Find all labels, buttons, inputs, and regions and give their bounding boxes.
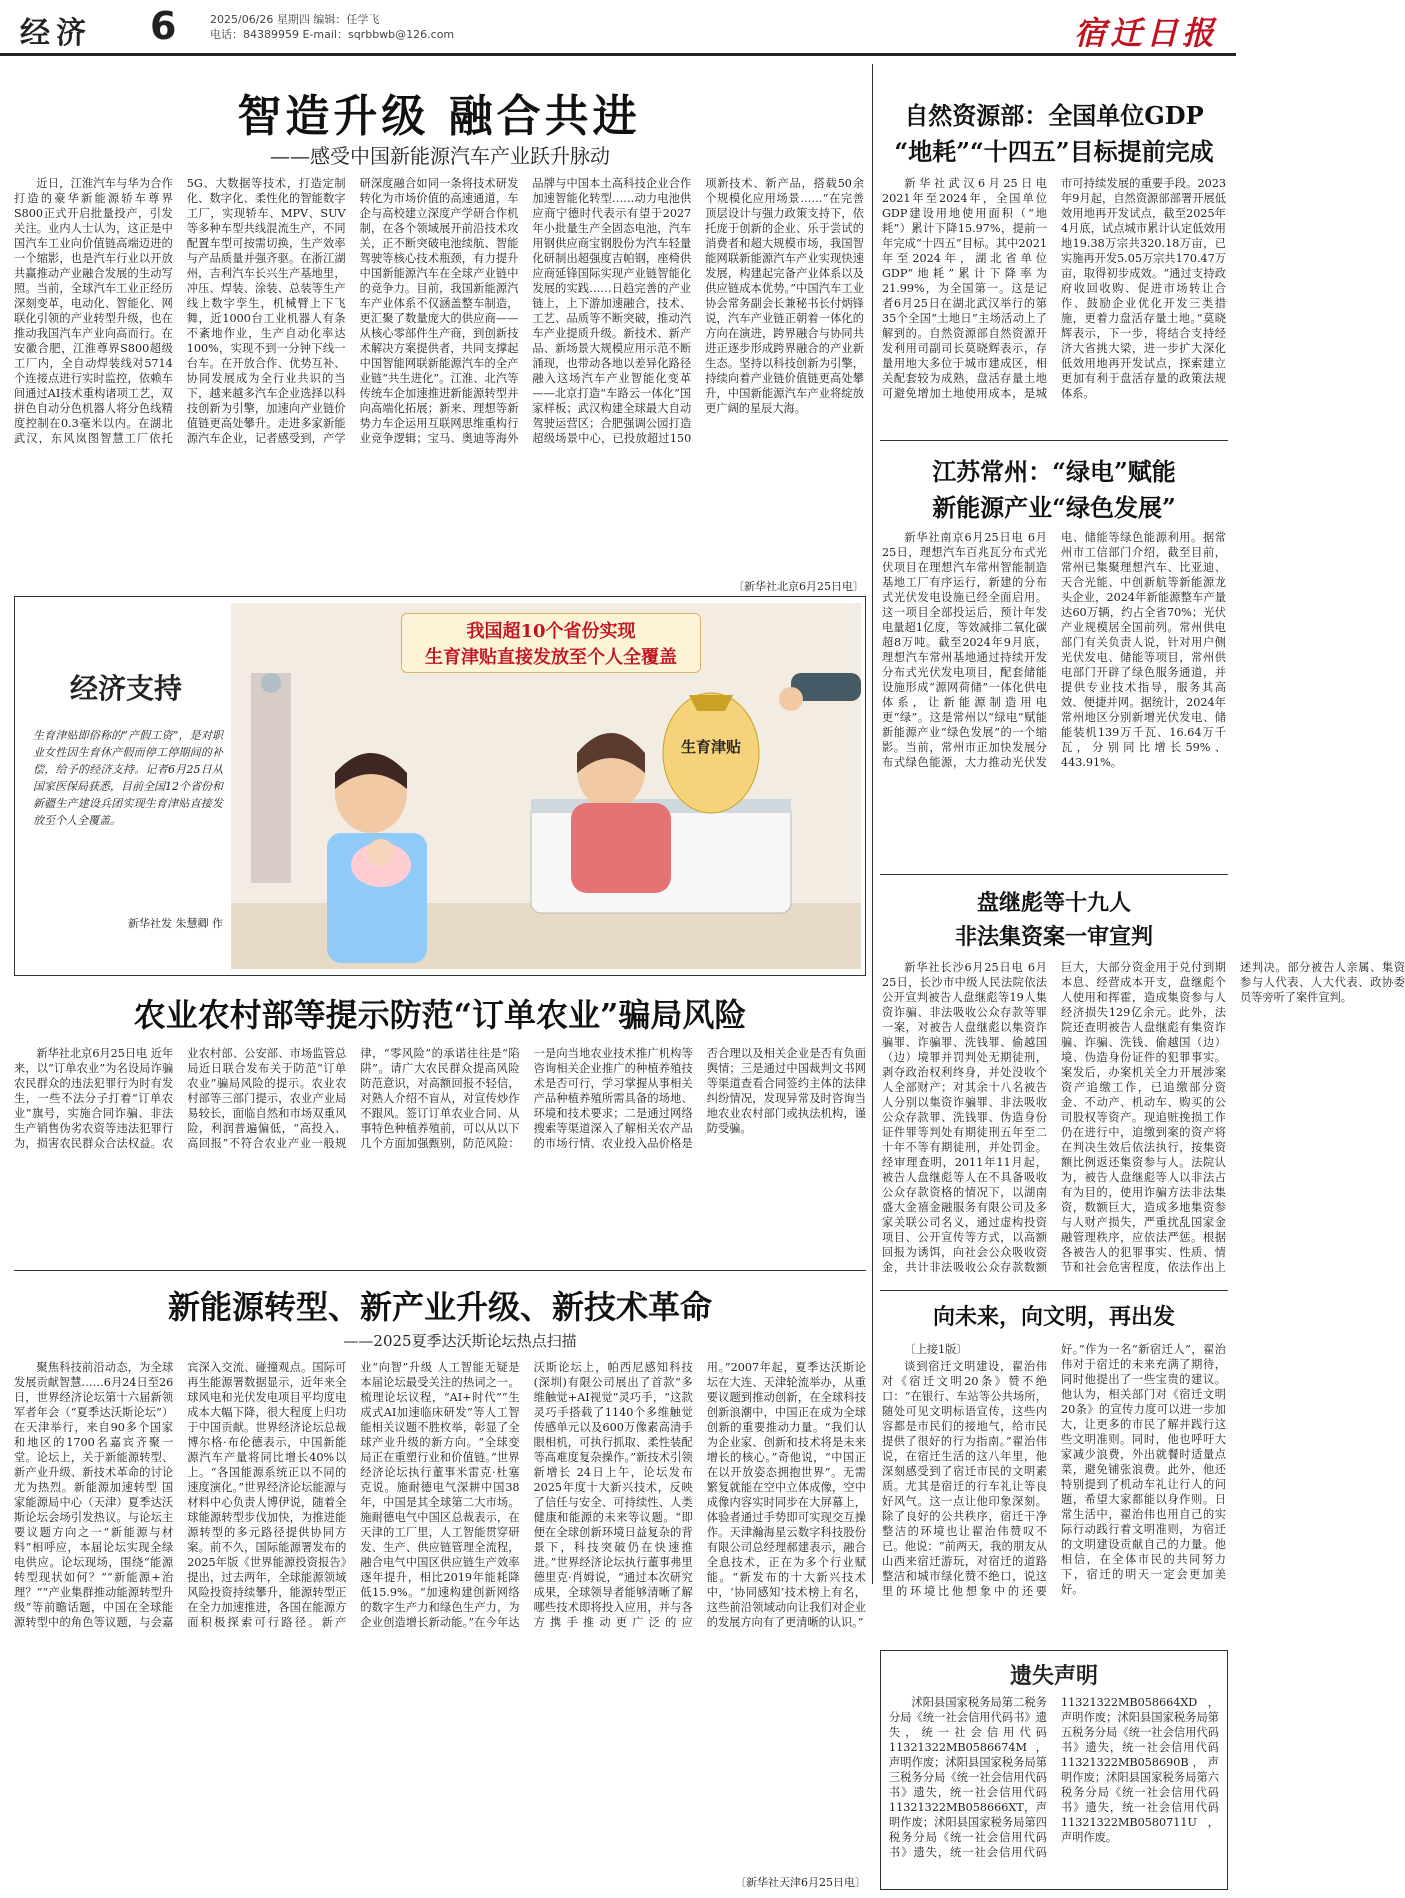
row-divider xyxy=(880,1290,1228,1291)
row-divider xyxy=(14,1270,866,1271)
row-divider xyxy=(880,874,1228,875)
lead-body xyxy=(14,176,864,576)
support-credit: 新华社发 朱慧卿 作 xyxy=(128,917,223,930)
energy-body xyxy=(14,1360,866,1870)
energy-source: 〔新华社天津6月25日电〕 xyxy=(735,1876,866,1889)
support-banner-line2: 生育津贴直接发放至个人全覆盖 xyxy=(425,647,677,668)
agri-body xyxy=(14,1046,866,1262)
row-divider xyxy=(880,440,1228,441)
gdp-body xyxy=(882,176,1226,432)
fraud-body xyxy=(882,960,1405,1280)
support-caption: 生育津贴即俗称的“产假工资”，是对职业女性因生育休产假而停工停期间的补偿，给予的经济支持。记者6月25日从国家医保局获悉，目前全国12个省份和新疆生产建设兵团实现生育津贴直接发放至个人全覆盖。 xyxy=(33,729,223,827)
agri-headline: 农业农村部等提示防范“订单农业”骗局风险 xyxy=(133,996,747,1034)
lead-subtitle: ——感受中国新能源汽车产业跃升脉动 xyxy=(270,144,610,168)
energy-subtitle: ——2025夏季达沃斯论坛热点扫描 xyxy=(343,1332,577,1350)
lost-notice-title: 遗失声明 xyxy=(1009,1663,1098,1689)
gdp-headline-line2: “地耗”“十四五”目标提前完成 xyxy=(894,137,1214,166)
fraud-body-text: 新华社长沙6月25日电 6月25日，长沙市中级人民法院依法公开宣判被告人盘继彪等19人集资诈骗、非法吸收公众存款等罪一案，对被告人盘继彪以集资诈骗罪、诈骗罪、洗钱罪、偷越国（边）境罪并罚判处无期徒刑，剥夺政治权利终身，并处没收个人全部财产；对其余十八名被告人分别以集资诈骗罪、非法吸收公众存款罪、洗钱罪、伪造身份证件罪等判处有期徒刑五年至二十年不等有期徒刑，并处罚金。经审理查明，2011年11月起，被告人盘继彪等人在不具备吸收公众存款资格的情况下，以湖南盛大金禧金融服务有限公司及多家关联公司名义，通过虚构投资项目、公开宣传等方式，以高额回报为诱饵，向社会公众吸收资金，共计非法吸收公众存款数额巨大，大部分资金用于兑付到期本息、经营成本开支，盘继彪个人使用和挥霍，造成集资参与人经济损失129亿余元。此外，法院还查明被告人盘继彪有集资诈骗、诈骗、洗钱、偷越国（边）境、伪造身份证件的犯罪事实。案发后，办案机关全力开展涉案资产追缴工作，已追缴部分资金、不动产、机动车、购买的公司股权等资产。现追赃挽损工作仍在进行中，追缴到案的资产将在判决生效后依法执行，按集资额比例返还集资参与人。法院认为，被告人盘继彪等人以非法占有为目的，使用诈骗方法非法集资，数额巨大，造成多地集资参与人财产损失，严重扰乱国家金融管理秩序，应依法严惩。根据各被告人的犯罪事实、性质、情节和社会危害程度，依法作出上述判决。部分被告人亲属、集资参与人代表、人大代表、政协委员等旁听了案件宣判。 xyxy=(882,961,1405,1274)
subsidy-bag-label: 生育津贴 xyxy=(680,738,741,756)
fraud-headline-line1: 盘继彪等十九人 xyxy=(976,890,1131,916)
masthead-meta xyxy=(210,12,454,42)
support-banner-line1: 我国超10个省份实现 xyxy=(466,621,636,642)
agri-body-text: 新华社北京6月25日电 近年来，以“订单农业”为名设局诈骗农民群众的违法犯罪行为时有发生，一些不法分子打着“订单农业”旗号，实施合同诈骗、非法生产销售伪劣农资等违法犯罪行为，损害农民群众合法权益。农业农村部、公安部、市场监管总局近日联合发布关于防范“订单农业”骗局风险的提示。农业农村部等三部门提示，农业产业局易较长，面临自然和市场双重风险，利润普遍偏低，“高投入、高回报”不符合农业产业一般规律，“零风险”的承诺往往是“陷阱”。请广大农民群众提高风险防范意识，对高额回报不轻信，对熟人介绍不盲从，对宣传炒作不跟风。签订订单农业合同、从事特色种植养殖前，可以从以下几个方面加强甄别，防范风险：一是向当地农业技术推广机构等咨询相关企业推广的种植养殖技术是否可行，学习掌握从事相关产品种植养殖所需具备的场地、环境和技术要求；二是通过网络搜索等渠道深入了解相关农产品的市场行情、农业投入品价格是否合理以及相关企业是否有负面舆情；三是通过中国裁判文书网等渠道查看合同签约主体的法律纠纷情况，发现异常及时咨询当地农业农村部门或执法机构，谨防受骗。 xyxy=(14,1047,866,1150)
lost-notice-box xyxy=(880,1650,1228,1890)
energy-headline: 新能源转型、新产业升级、新技术革命 xyxy=(167,1288,712,1326)
lead-body-text: 近日，江淮汽车与华为合作打造的豪华新能源轿车尊界S800正式开启批量投产，引发关注。业内人士认为，这正是中国汽车工业向价值链高端迈进的一个缩影，也是汽车行业以开放共赢推动产业融合发展的生动写照。当前，全球汽车工业正经历深刻变革，电动化、智能化、网联化引领的产业转型升级，也在推动我国汽车产业向高而行。在安徽合肥，江淮尊界S800超级工厂内，全自动焊装线对5714个连接点进行实时监控，依赖车间通过AI技术重构诸项工艺，双拼色自动分色机器人将分色线精度控制在0.3毫米以内。在湖北武汉，东风岚图智慧工厂依托5G、大数据等技术，打造定制化、数字化、柔性化的智能数字工厂，实现轿车、MPV、SUV等多种车型共线混流生产，不同配置车型可按需切换，生产效率与产品质量并强齐驱。在浙江湖州，吉利汽车长兴生产基地里，冲压、焊装、涂装、总装等生产线上数字孪生，机械臂上下飞舞，近1000台工业机器人有条不紊地作业，生产自动化率达100%，实现不到一分钟下线一台车。在开放合作、优势互补、协同发展成为全行业共识的当下，越来越多汽车企业选择以科技创新为引擎，加速向产业链价值链更高处攀升。走进多家新能源汽车企业，记者感受到，产学研深度融合如同一条将技术研发转化为市场价值的高速通道，车企与高校建立深度产学研合作机制，在各个领域展开前沿技术攻关，正不断突破电池续航、智能驾驶等核心技术瓶颈，有力提升中国新能源汽车在全球产业链中的竞争力。目前，我国新能源汽车产业体系不仅涵盖整车制造，更汇聚了数量庞大的供应商——从核心零部件生产商，到创新技术解决方案提供者，共同支撑起中国智能网联新能源汽车的全产业链“共生进化”。江淮、北汽等传统车企加速推进新能源转型并向高端化拓展；新来、理想等新势力车企运用互联网思维重构行业竞争逻辑；宝马、奥迪等海外品牌与中国本土高科技企业合作加速智能化转型……动力电池供应商宁德时代表示有望于2027年小批量生产全固态电池，汽车用钢供应商宝钢股份为汽车轻量化研制出超强度吉帕钢，座椅供应商延锋国际实现产业链智能化发展的实践……日趋完善的产业链上，上下游加速融合，技术、工艺、品质等不断突破，推动汽车产业提质升级。新技术、新产品、新场景大规模应用示范不断涌现，也带动各地以差异化路径融入这场汽车产业智能化变革——北京打造“车路云一体化”国家样板；武汉构建全球最大自动驾驶运营区；合肥强调公园打造超级场景中心，已投放超过150项新技术、新产品，搭载50余个规模化应用场景……“在完善顶层设计与强力政策支持下，依托庞于创新的企业、乐于尝试的消费者和超大规模市场，我国智能网联新能源汽车产业实现快速发展，构建起完备产业体系以及供应链成本优势。”中国汽车工业协会常务副会长兼秘书长付炳锋说，汽车产业链正朝着一体化的方向在演进，跨界融合与协同共进正逐步形成跨界融合的产业新生态。坚持以科技创新为引擎，持续向着产业链价值链更高处攀升，中国新能源汽车产业将绽放更广阔的星辰大海。 xyxy=(14,177,864,445)
gdp-body-text: 新华社武汉6月25日电 2021年至2024年，全国单位GDP建设用地使用面积（“地耗”）累计下降15.97%，提前一年完成“十四五”目标。其中2021年至2024年，湖北省单位GDP“地耗”累计下降率为21.99%，为全国第一。这是记者6月25日在湖北武汉举行的第35个全国“土地日”主场活动上了解到的。自然资源部自然资源开发利用司副司长莫晓辉表示，存量用地大多位于城市建成区，相关配套较为成熟，盘活存量土地可避免增加土地使用成本，是城市可持续发展的重要手段。2023年9月起，自然资源部部署开展低效用地再开发试点，截至2025年4月底，试点城市累计认定低效用地19.38万宗共320.18万亩，已实施再开发5.05万宗共170.47万亩，取得初步成效。“通过支持政府收回收购、促进市场转让合作、鼓励企业优化开发三类措施，更着力盘活存量土地。”莫晓辉表示，下一步，将结合支持经济大省挑大梁，进一步扩大深化低效用地再开发试点，探索建立更加有利于盘活存量的政策法规体系。 xyxy=(882,177,1226,400)
future-lead-tag: 〔上接1版〕 xyxy=(904,1343,968,1356)
lost-notice-body xyxy=(889,1695,1219,1885)
lost-notice-text: 沭阳县国家税务局第二税务分局《统一社会信用代码书》遗失，统一社会信用代码11321322MB0586674M，声明作废；沭阳县国家税务局第三税务分局《统一社会信用代码书》遗失，统一社会信用代码11321322MB058666XT，声明作废；沭阳县国家税务局第四税务分局《统一社会信用代码书》遗失，统一社会信用代码11321322MB058664XD，声明作废；沭阳县国家税务局第五税务分局《统一社会信用代码书》遗失，统一社会信用代码11321322MB058690B，声明作废；沭阳县国家税务局第六税务分局《统一社会信用代码书》遗失，统一社会信用代码11321322MB0580711U，声明作废。 xyxy=(889,1696,1219,1859)
hospital-scene-drawing xyxy=(231,603,861,969)
future-body xyxy=(882,1342,1226,1638)
paper-logo: 宿迁日报 xyxy=(1073,14,1218,52)
section-name: 经济 xyxy=(20,16,92,51)
masthead xyxy=(0,0,1236,56)
support-section-title: 经济支持 xyxy=(69,672,182,705)
column-divider xyxy=(872,64,873,1584)
gdp-headline-line1: 自然资源部：全国单位GDP xyxy=(904,101,1204,130)
fraud-headline-line2: 非法集资案一审宣判 xyxy=(954,924,1153,950)
support-feature-box xyxy=(14,596,866,976)
future-body-text: 谈到宿迁文明建设，翟治伟对《宿迁文明20条》赞不绝口：“在银行、车站等公共场所，随处可见文明标语宣传，这些内容都是市民们的接地气，给市民提供了很好的行为指南。”翟治伟说，在宿迁生活的这八年里，他深刻感受到了宿迁市民的文明素质。尤其是宿迁的行车礼让等良好风气。这一点让他印象深刻。除了良好的公共秩序，宿迁干净整洁的环境也让翟治伟赞叹不已。他说：“前两天，我的朋友从山西来宿迁游玩，对宿迁的道路整洁和城市绿化赞不绝口，说这里的环境比他想象中的还要好。”作为一名“新宿迁人”，翟治伟对于宿迁的未来充满了期待，同时他提出了一些宝贵的建议。他认为，相关部门对《宿迁文明20条》的宣传力度可以进一步加大，让更多的市民了解并践行这些文明准则。同时，他也呼吁大家减少浪费，外出就餐时适量点菜，避免铺张浪费。此外，他还特别提到了机动车礼让行人的问题，希望大家都能以身作则。日常生活中，翟治伟也用自己的实际行动践行着文明准则，为宿迁的文明建设贡献自己的力量。他相信，在全体市民的共同努力下，宿迁的明天一定会更加美好。 xyxy=(882,1343,1226,1598)
contact-line: 电话：84389959 E-mail：sqrbbwb@126.com xyxy=(210,28,455,41)
lead-source: 〔新华社北京6月25日电〕 xyxy=(733,580,864,593)
lead-headline: 智造升级 融合共进 xyxy=(237,91,641,142)
date-line: 2025/06/26 星期四 编辑：任学飞 xyxy=(210,13,380,26)
changzhou-headline-line2: 新能源产业“绿色发展” xyxy=(932,493,1176,522)
changzhou-body xyxy=(882,530,1226,866)
future-headline: 向未来，向文明，再出发 xyxy=(932,1304,1175,1330)
changzhou-headline-line1: 江苏常州：“绿电”赋能 xyxy=(932,457,1176,486)
changzhou-body-text: 新华社南京6月25日电 6月25日，理想汽车百兆瓦分布式光伏项目在理想汽车常州智能制造基地工厂有序运行，新建的分布式光伏发电设施已经全面启用。这一项目全部投运后，预计年发电量超1亿度，等效减排二氧化碳超8万吨。截至2024年9月底，理想汽车常州基地通过持续开发分布式光伏发电项目，配套储能设施形成“源网荷储”一体化供电体系，让新能源制造用电更“绿”。这是常州以“绿电”赋能新能源产业“绿色发展”的一个缩影。当前，常州市正加快发展分布式绿色能源，大力推动光伏发电、储能等绿色能源利用。据常州市工信部门介绍，截至目前，常州已集聚理想汽车、比亚迪、天合光能、中创新航等新能源龙头企业，2024年新能源整车产量达60万辆，约占全省70%；光伏产业规模居全国前列。常州供电部门有关负责人说，针对用户侧光伏发电、储能等项目，常州供电部门开辟了绿色服务通道，并提供专业技术指导，服务其高效、便捷并网。据统计，2024年常州地区分别新增光伏发电、储能装机139万千瓦、16.64万千瓦，分别同比增长59%、443.91%。 xyxy=(882,531,1226,769)
energy-body-text: 聚焦科技前沿动态，为全球发展贡献智慧……6月24日至26日，世界经济论坛第十六届新领军者年会（“夏季达沃斯论坛”）在天津举行，来自90多个国家和地区的1700名嘉宾齐聚一堂。论坛上，关于新能源转型、新产业升级、新技术革命的讨论尤为热烈。新能源加速转型 国家能源局中心（天津）夏季达沃斯论坛会场引发热议。与论坛主要议题方向之一“新能源与材料”相呼应，本届论坛实现全绿电供应。论坛现场，围绕“能源转型现状如何？”“新能源+治理？”“产业集群推动能源转型升级”等前瞻话题，中国在全球能源转型中的角色等议题，与会嘉宾深入交流、碰撞观点。国际可再生能源署数据显示，近年来全球风电和光伏发电项目平均度电成本大幅下降，很大程度上归功于中国贡献。世界经济论坛总裁博尔格·布伦德表示，中国新能源汽车产量将同比增长40%以上。“各国能源系统正以不同的速度演化。”世界经济论坛能源与材料中心负责人博伊说，随着全球能源转型步伐加快，为推进能源转型的多元路径提供协同方案。前不久，国际能源署发布的2025年版《世界能源投资报告》提出，过去两年，全球能源领域风险投资持续攀升，能源转型正在全力加速推进，各国在能源方面积极探索可行路径。新产业“向智”升级 人工智能无疑是本届论坛最受关注的热词之一。梳理论坛议程，“AI+时代”“生成式AI加速临床研发”等人工智能相关议题不胜枚举，彰显了全球产业升级的新方向。“全球变局正在重塑行业和价值链。”世界经济论坛执行董事米雷克·杜塞克说。施耐德电气深耕中国38年，中国是其全球第二大市场。施耐德电气中国区总裁表示，在天津的工厂里，人工智能贯穿研发、生产、供应链管理全流程，融合电气中国区供应链生产效率逐年提升，相比2019年能耗降低15.9%。“加速构建创新网络的数字生产力和绿色生产力，为企业创造增长新动能。”在今年达沃斯论坛上，帕西尼感知科技(深圳)有限公司展出了首款“多维触觉+AI视觉”灵巧手，“这款灵巧手搭载了1140个多维触觉传感单元以及600万像素高清手眼相机，可执行抓取、柔性装配等高难度复杂操作。”新技术引领新增长 24日上午，论坛发布2025年度十大新兴技术，反映了信任与安全、可持续性、人类健康和能源的未来等议题。“即便在全球创新环境日益复杂的背景下，科技突破仍在快速推进。”世界经济论坛执行董事弗里德里克·肖姆说，“通过本次研究成果，全球领导者能够清晰了解哪些技术即将投入应用，并与各方携手推动更广泛的应用。”2007年起，夏季达沃斯论坛在大连、天津轮流举办，从重要议题到推动创新，在全球科技创新浪潮中，中国正在成为全球创新的重要推动力量。“我们认为企业家、创新和技术将是未来增长的核心。”奇他说，“中国正在以开放姿态拥抱世界”。无需繁复就能在空中立体成像，空中成像内容实时同步在大屏幕上，体验者通过手势即可实现交互操作。天津瀚海星云数字科技股份有限公司总经理郝建表示，融合全息技术，正在为多个行业赋能。“新发布的十大新兴技术中，‘协同感知’技术榜上有名，这些前沿领域动向让我们对企业的发展方向有了更清晰的认识。” xyxy=(14,1361,866,1629)
maternity-subsidy-illustration xyxy=(231,603,861,969)
page-number: 6 xyxy=(150,4,177,48)
